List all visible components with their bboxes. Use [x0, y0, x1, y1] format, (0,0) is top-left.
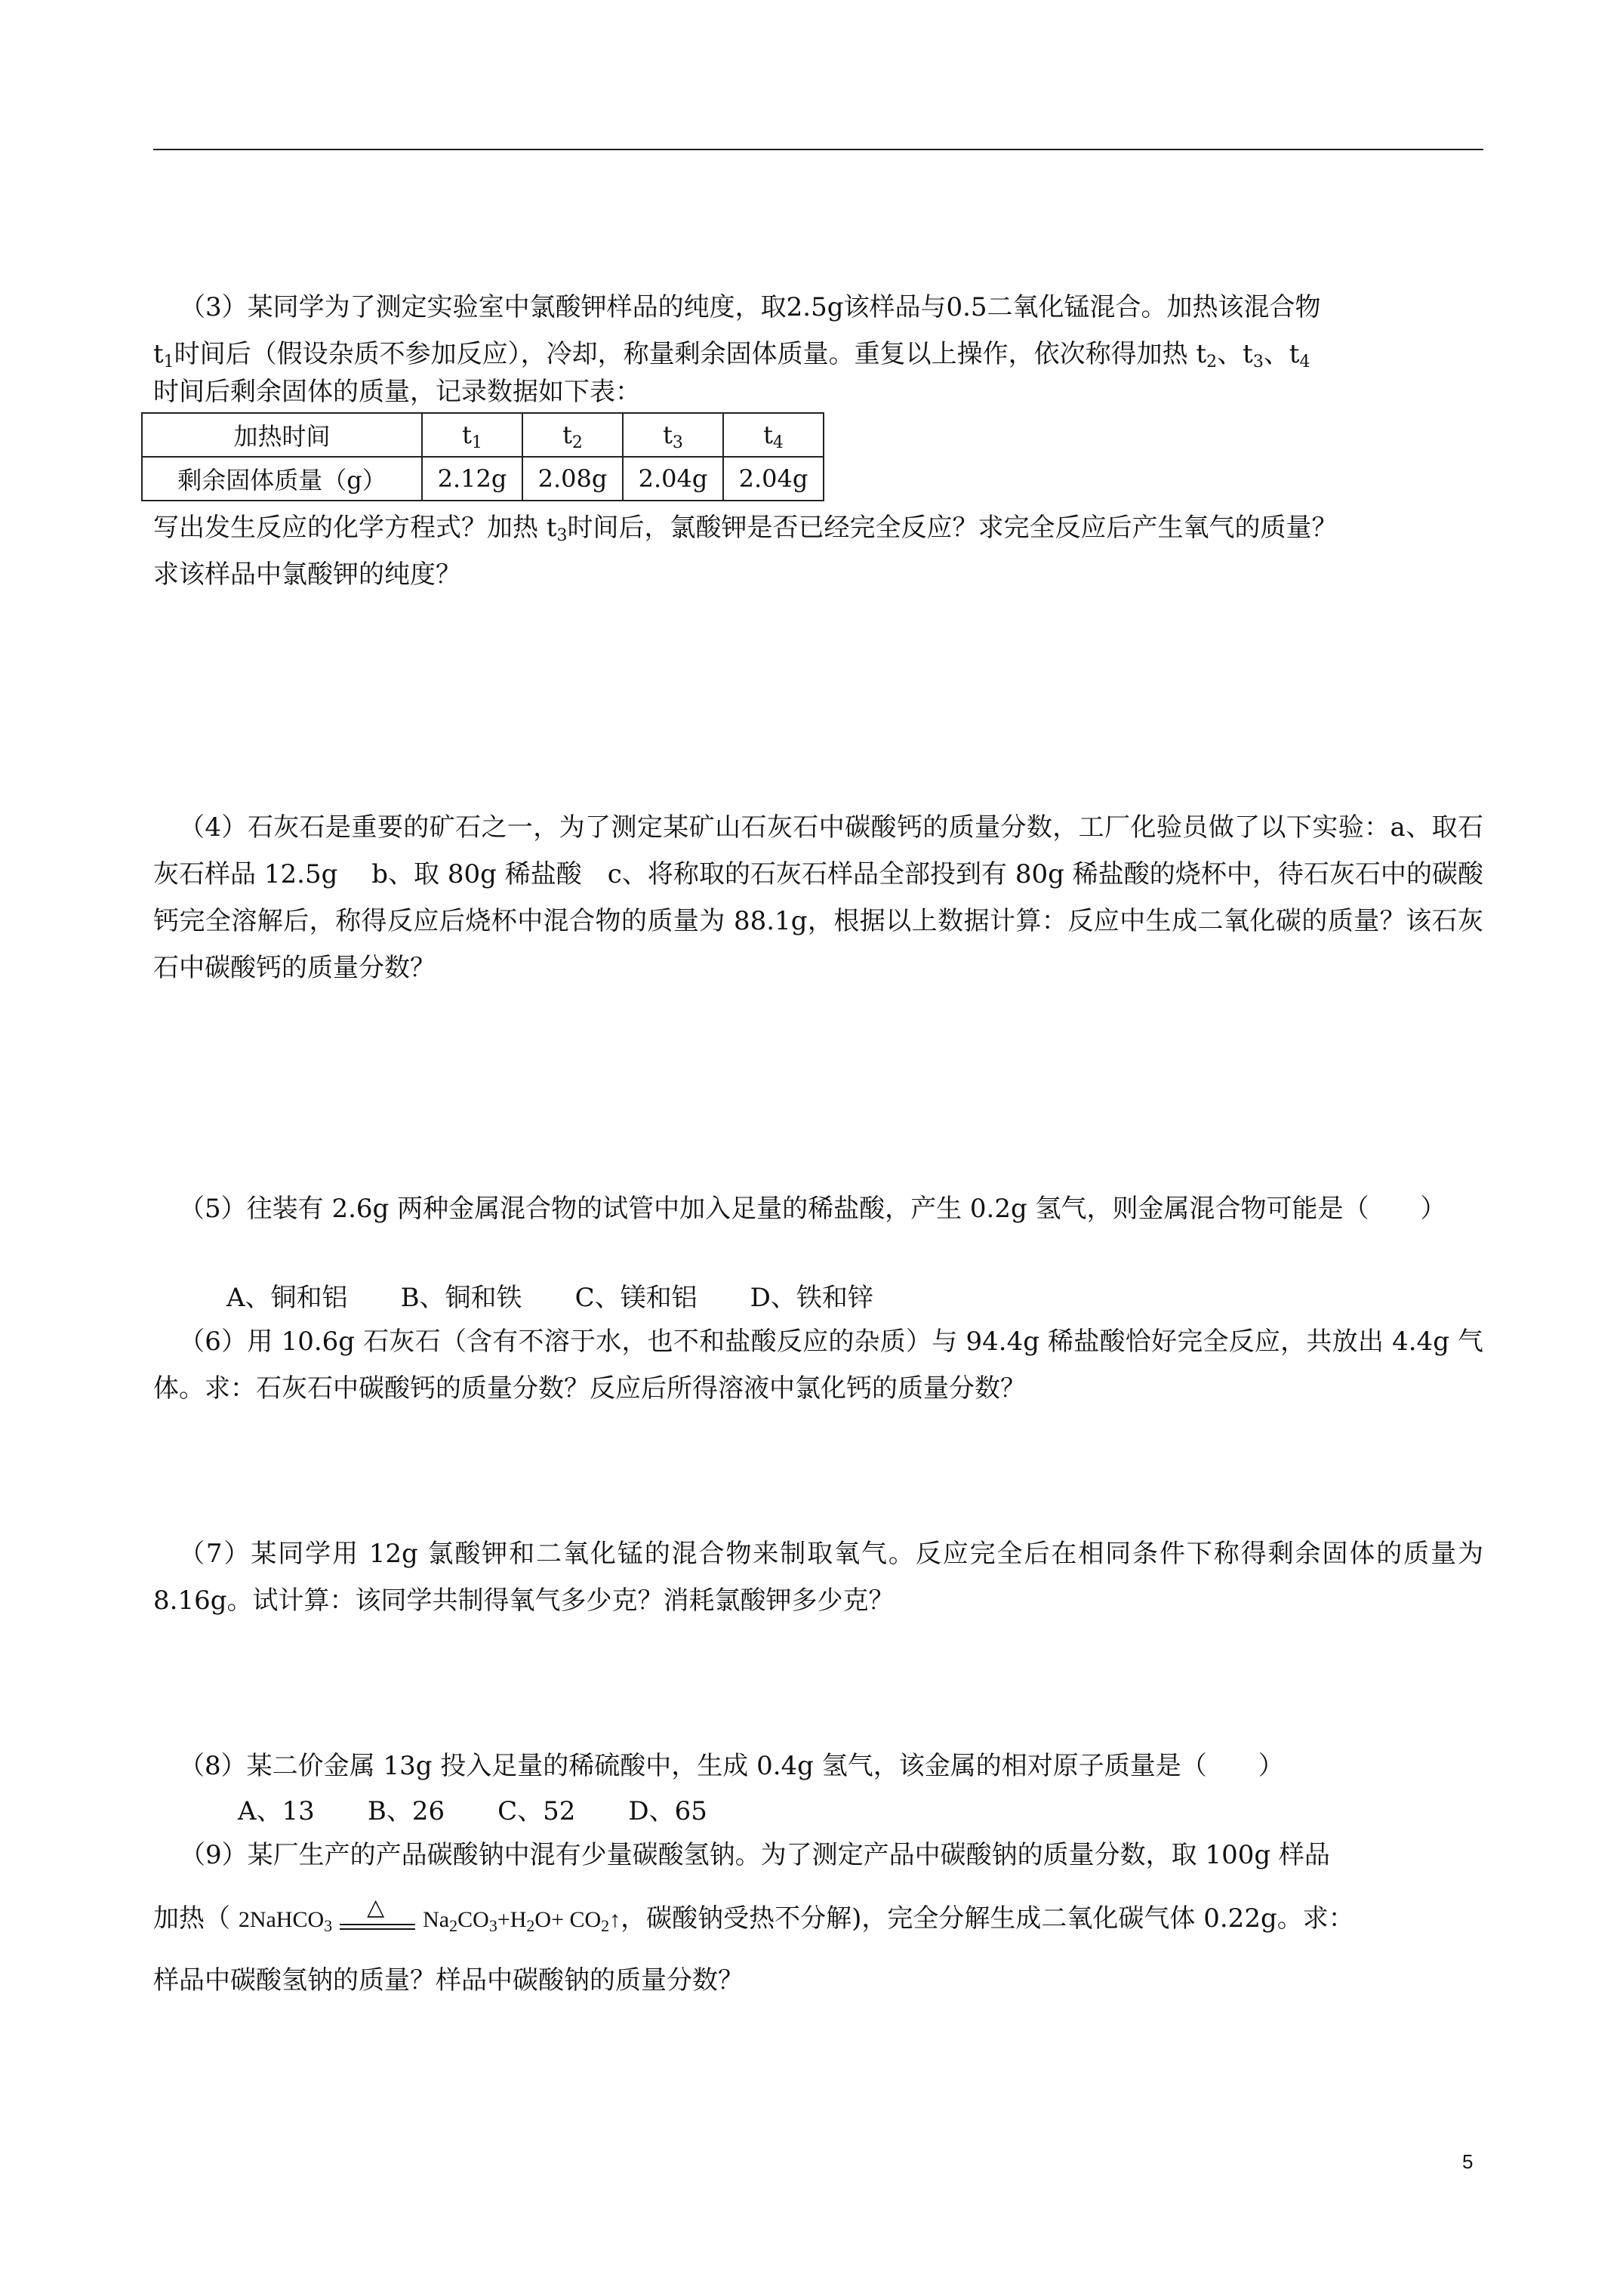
q3-question: 写出发生反应的化学方程式？加热 $t_3$时间后，氯酸钾是否已经完全反应？求完全反应后产生氧气的质量？	[153, 513, 1338, 545]
q6-paragraph: （6）用 10.6g 石灰石（含有不溶于水，也不和盐酸反应的杂质）与 94.4g 稀盐酸恰好完全反应，共放出 4.4g 气体。求：石灰石中碳酸钙的质量分数？反应后所得溶液中氯化钙的质量分数？	[153, 1327, 1483, 1404]
option-b: B、26	[367, 1796, 445, 1826]
gas-arrow-icon: ↑	[609, 1907, 621, 1932]
q9-line3: 样品中碳酸氢钠的质量？样品中碳酸钠的质量分数？	[153, 1965, 744, 1996]
option-b: B、铜和铁	[400, 1283, 522, 1313]
q9-line1: （9）某厂生产的产品碳酸钠中混有少量碳酸氢钠。为了测定产品中碳酸钠的质量分数，取 100g 样品	[180, 1840, 1330, 1870]
option-a: A、铜和铝	[226, 1283, 348, 1313]
option-d: D、65	[628, 1796, 707, 1826]
table-time-cell: $t_3$	[623, 413, 723, 457]
header-rule	[153, 149, 1483, 150]
option-c: C、镁和铝	[574, 1283, 698, 1313]
q5-options	[226, 1274, 873, 1321]
q8-options	[238, 1788, 707, 1835]
table-time-cell: $t_4$	[723, 413, 824, 457]
q8-paragraph: （8）某二价金属 13g 投入足量的稀硫酸中，生成 0.4g 氢气，该金属的相对原子质量是（ ）	[179, 1751, 1284, 1781]
q3-line2: $t_1$时间后（假设杂质不参加反应），冷却，称量剩余固体质量。重复以上操作，依次称得加热 $t_2$、$t_3$、$t_4$	[153, 339, 1310, 371]
table-time-cell: $t_1$	[422, 413, 522, 457]
table-value-cell: 2.04g	[723, 457, 824, 501]
table-value-cell: 2.04g	[623, 457, 723, 501]
table-row	[142, 457, 824, 501]
option-d: D、铁和锌	[750, 1283, 873, 1313]
q3-question-line2: 求该样品中氯酸钾的纯度？	[153, 559, 461, 590]
chemical-equation: 2NaHCO$_3$ △ $Na_2CO_3+H_2O+$ $CO_2↑$	[238, 1895, 621, 1935]
table-value-cell: 2.12g	[422, 457, 522, 501]
option-c: C、52	[497, 1796, 576, 1826]
table-row-label: 剩余固体质量（g）	[142, 457, 422, 501]
table-value-cell: 2.08g	[522, 457, 623, 501]
heat-condition-sign: △	[340, 1910, 415, 1933]
q3-line3: 时间后剩余固体的质量，记录数据如下表：	[153, 377, 641, 407]
page-number: 5	[1462, 2150, 1474, 2173]
q4-paragraph: （4）石灰石是重要的矿石之一，为了测定某矿山石灰石中碳酸钙的质量分数，工厂化验员做了以下实验：a、取石灰石样品 12.5g b、取 80g 稀盐酸 c、将称取的石灰石样品全部投到有 80g 稀盐酸的烧杯中，待石灰石中的碳酸钙完全溶解后，称得反应后烧杯中混合物的质量为 88.1g，根据以上数据计算：反应中生成二氧化碳的质量？该石灰石中碳酸钙的质量分数？	[153, 812, 1483, 983]
table-row	[142, 413, 824, 457]
table-time-cell: $t_2$	[522, 413, 623, 457]
table-header-label: 加热时间	[142, 413, 422, 457]
option-a: A、13	[238, 1796, 315, 1826]
q9-equation-line: 加热（ 2NaHCO$_3$ △ $Na_2CO_3+H_2O+$ $CO_2↑$，碳酸钠受热不分解)，完全分解生成二氧化碳气体 0.22g。求：	[153, 1895, 1354, 1935]
q5-paragraph: （5）往装有 2.6g 两种金属混合物的试管中加入足量的稀盐酸，产生 0.2g 氢气，则金属混合物可能是（ ）	[179, 1194, 1446, 1224]
q7-paragraph: （7）某同学用 12g 氯酸钾和二氧化锰的混合物来制取氧气。反应完全后在相同条件下称得剩余固体的质量为 8.16g。试计算：该同学共制得氧气多少克？消耗氯酸钾多少克？	[153, 1539, 1483, 1616]
data-table	[141, 412, 824, 501]
q3-line1: （3）某同学为了测定实验室中氯酸钾样品的纯度，取2.5g该样品与0.5二氧化锰混合。加热该混合物	[180, 292, 1321, 322]
